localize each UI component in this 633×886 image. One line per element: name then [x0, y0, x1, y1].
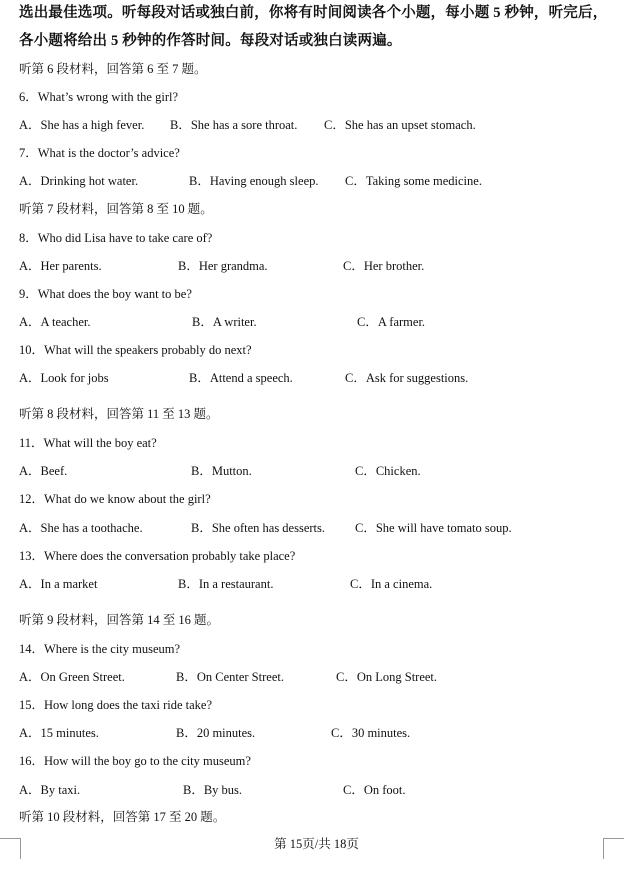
question-9-option-b: B．A writer. — [192, 315, 257, 329]
section-heading-9: 听第 9 段材料，回答第 14 至 16 题。 — [19, 613, 220, 627]
question-14-option-c: C．On Long Street. — [336, 670, 438, 684]
question-15: 15．How long does the taxi ride take? — [19, 698, 213, 712]
question-11: 11．What will the boy eat? — [19, 436, 157, 450]
question-8-option-b: B．Her grandma. — [178, 259, 268, 273]
question-8-option-c: C．Her brother. — [343, 259, 425, 273]
question-13-option-a: A．In a market — [19, 577, 98, 591]
question-12-option-b: B．She often has desserts. — [191, 521, 326, 535]
question-16-option-c: C．On foot. — [343, 783, 406, 797]
question-12-option-c: C．She will have tomato soup. — [355, 521, 512, 535]
question-14-option-b: B．On Center Street. — [176, 670, 284, 684]
question-13-option-c: C．In a cinema. — [350, 577, 433, 591]
question-9-option-c: C．A farmer. — [357, 315, 426, 329]
question-6: 6．What’s wrong with the girl? — [19, 90, 178, 104]
question-10-option-a: A．Look for jobs — [19, 371, 109, 385]
question-7: 7．What is the doctor’s advice? — [19, 146, 180, 160]
section-heading-6: 听第 6 段材料，回答第 6 至 7 题。 — [19, 62, 207, 76]
instructions-line-1: 选出最佳选项。听每段对话或独白前，你将有时间阅读各个小题，每小题 5 秒钟，听完后， — [19, 5, 608, 21]
question-12-option-a: A．She has a toothache. — [19, 521, 143, 535]
question-6-option-c: C．She has an upset stomach. — [324, 118, 476, 132]
question-11-option-c: C．Chicken. — [355, 464, 421, 478]
section-heading-10: 听第 10 段材料，回答第 17 至 20 题。 — [19, 810, 226, 824]
question-10: 10．What will the speakers probably do next? — [19, 343, 252, 357]
question-15-option-b: B．20 minutes. — [176, 726, 256, 740]
question-8: 8．Who did Lisa have to take care of? — [19, 231, 213, 245]
question-12: 12．What do we know about the girl? — [19, 492, 211, 506]
question-10-option-c: C．Ask for suggestions. — [345, 371, 469, 385]
question-9-option-a: A．A teacher. — [19, 315, 91, 329]
question-16-option-a: A．By taxi. — [19, 783, 81, 797]
question-15-option-c: C．30 minutes. — [331, 726, 411, 740]
question-6-option-a: A．She has a high fever. — [19, 118, 145, 132]
question-7-option-c: C．Taking some medicine. — [345, 174, 482, 188]
question-16: 16．How will the boy go to the city museum? — [19, 754, 251, 768]
section-heading-8: 听第 8 段材料，回答第 11 至 13 题。 — [19, 407, 219, 421]
question-13-option-b: B．In a restaurant. — [178, 577, 274, 591]
question-7-option-b: B．Having enough sleep. — [189, 174, 319, 188]
question-6-option-b: B．She has a sore throat. — [170, 118, 298, 132]
question-7-option-a: A．Drinking hot water. — [19, 174, 139, 188]
page-number: 第 15页/共 18页 — [274, 837, 359, 851]
instructions — [19, 0, 619, 55]
question-8-option-a: A．Her parents. — [19, 259, 102, 273]
question-14: 14．Where is the city museum? — [19, 642, 181, 656]
question-16-option-b: B．By bus. — [183, 783, 243, 797]
question-11-option-b: B．Mutton. — [191, 464, 252, 478]
question-10-option-b: B．Attend a speech. — [189, 371, 293, 385]
question-15-option-a: A．15 minutes. — [19, 726, 99, 740]
section-heading-7: 听第 7 段材料，回答第 8 至 10 题。 — [19, 202, 213, 216]
question-14-option-a: A．On Green Street. — [19, 670, 125, 684]
question-9: 9．What does the boy want to be? — [19, 287, 192, 301]
instructions-line-2: 各小题将给出 5 秒钟的作答时间。每段对话或独白读两遍。 — [19, 33, 402, 49]
question-13: 13．Where does the conversation probably take place? — [19, 549, 296, 563]
question-11-option-a: A．Beef. — [19, 464, 68, 478]
